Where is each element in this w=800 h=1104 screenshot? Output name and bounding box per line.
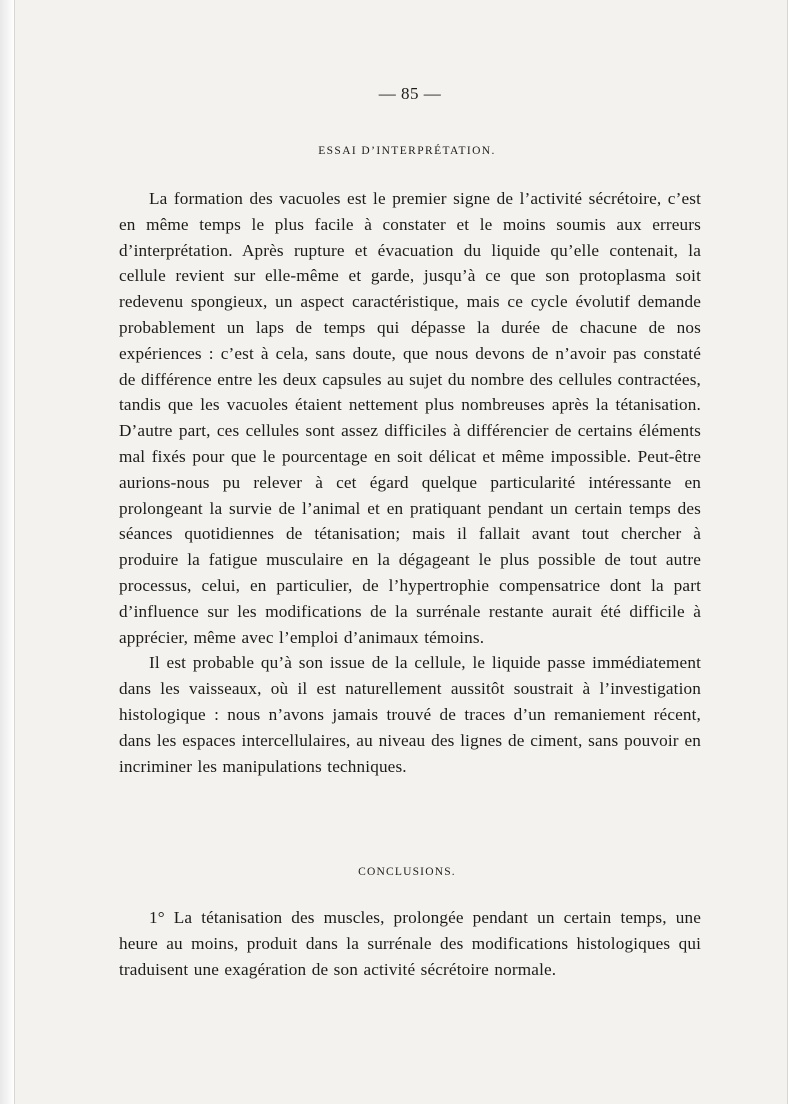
paragraph-vacuoles: La formation des vacuoles est le premier signe de l’activité sécrétoire, c’est en même temps le plus facile à constater et le moins soumis aux erreurs d’interprétation. Après rupture et évacuation du liquide qu’elle contenait, la cellule revient sur elle-même et garde, jusqu’à ce que son protoplasma soit redevenu spongieux, un aspect caractéristique, mais ce cycle évolutif demande probablement un laps de temps qui dépasse la durée de chacune de nos expériences : c’est à cela, sans doute, que nous devons de n’avoir pas constaté de différence entre les deux capsules au sujet du nombre des cellules contractées, tandis que les vacuoles étaient nettement plus nombreuses après la tétanisation. D’autre part, ces cellules sont assez difficiles à différencier de certains éléments mal fixés pour que le pourcentage en soit délicat et même impossible. Peut-être aurions-nous pu relever à cet égard quelque particularité intéressante en prolongeant la survie de l’animal et en pratiquant pendant un certain temps des séances quotidiennes de tétanisation; mais il fallait avant tout chercher à produire la fatigue musculaire en la dégageant le plus possible de tout autre processus, celui, en particulier, de l’hypertrophie compensatrice dont la part d’influence sur les modifications de la surrénale restante aurait été difficile à apprécier, même avec l’emploi d’animaux témoins. [119,189,701,647]
body-text [119,186,701,779]
conclusions-heading: CONCLUSIONS. [358,866,456,878]
scan-left-edge [0,0,14,1104]
page-number: — 85 — [378,84,442,103]
conclusions-list [119,905,701,982]
paragraph-liquide: Il est probable qu’à son issue de la cellule, le liquide passe immédiatement dans les vaisseaux, où il est naturellement aussitôt soustrait à l’investigation histologique : nous n’avons jamais trouvé de traces d’un remaniement récent, dans les espaces intercellulaires, au niveau des lignes de ciment, sans pouvoir en incriminer les manipulations techniques. [119,653,701,776]
running-head: ESSAI D’INTERPRÉTATION. [318,145,496,157]
conclusion-item: 1° La tétanisation des muscles, prolongée pendant un certain temps, une heure au moins, produit dans la surrénale des modifications histologiques qui traduisent une exagération de son activité sécrétoire normale. [119,908,701,979]
